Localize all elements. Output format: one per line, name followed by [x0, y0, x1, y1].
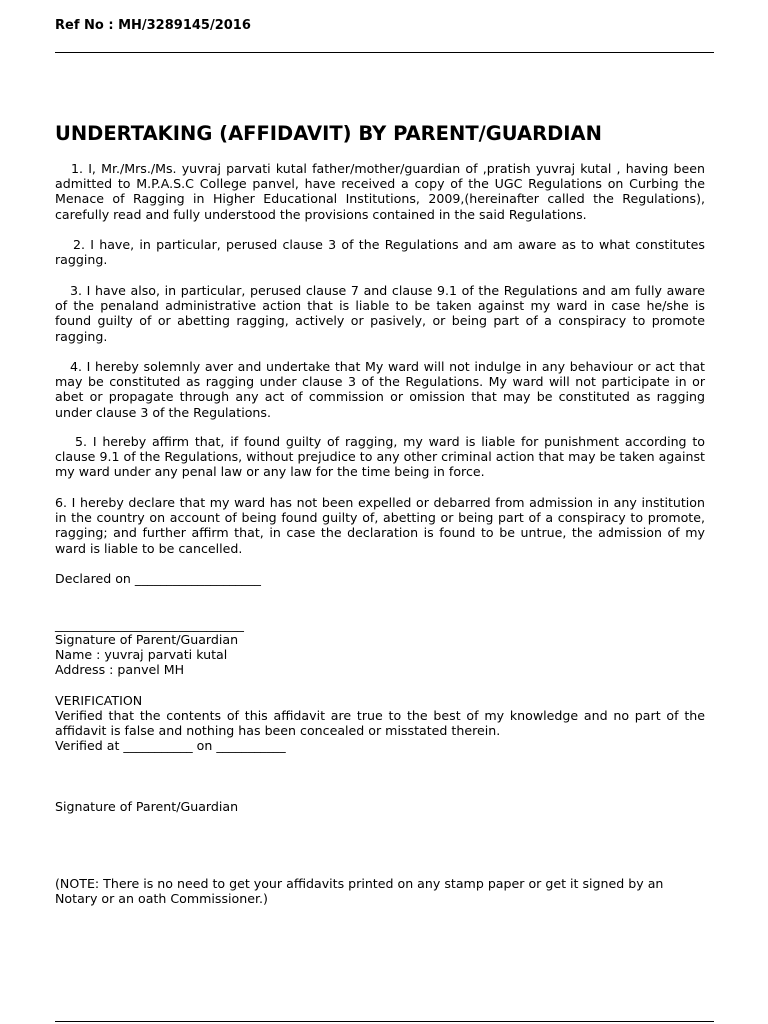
paragraph-5: 5. I hereby affirm that, if found guilty of ragging, my ward is liable for punishment according to clause 9.1 of the Regulations, without prejudice to any other criminal action that may be taken against my ward under any penal law or any law for the time being in force. — [55, 434, 705, 480]
verified-at-line: Verified at ___________ on ___________ — [55, 738, 286, 753]
reference-number: Ref No : MH/3289145/2016 — [55, 18, 251, 33]
verification-heading: VERIFICATION — [55, 693, 143, 708]
paragraph-2: 2. I have, in particular, perused clause 3 of the Regulations and am aware as to what constitutes ragging. — [55, 237, 705, 268]
top-divider — [55, 52, 714, 53]
signature-label-verification: Signature of Parent/Guardian — [55, 799, 239, 814]
document-title: UNDERTAKING (AFFIDAVIT) BY PARENT/GUARDIAN — [55, 122, 602, 145]
parent-name: Name : yuvraj parvati kutal — [55, 647, 228, 662]
paragraph-6: 6. I hereby declare that my ward has not been expelled or debarred from admission in any institution in the country on account of being found guilty of, abetting or being part of a conspiracy to promote, ragging; and further affirm that, in case the declaration is found to be untrue, the admission of my ward is liable to be cancelled. — [55, 495, 705, 556]
paragraph-4: 4. I hereby solemnly aver and undertake that My ward will not indulge in any behaviour or act that may be constituted as ragging under clause 3 of the Regulations. My ward will not participate in or abet or propagate through any act of commission or omission that may be constituted as ragging under clause 3 of the Regulations. — [55, 359, 705, 420]
signature-blank-line: ______________________________ — [55, 617, 244, 632]
bottom-divider — [55, 1021, 714, 1022]
paragraph-3: 3. I have also, in particular, perused clause 7 and clause 9.1 of the Regulations and am fully aware of the penaland administrative action that is liable to be taken against my ward in case he/she is found guilty of or abetting ragging, actively or pasively, or being part of a conspiracy to promote ragging. — [55, 283, 705, 344]
signature-label-parent: Signature of Parent/Guardian — [55, 632, 239, 647]
parent-address: Address : panvel MH — [55, 662, 185, 677]
verification-text: Verified that the contents of this affidavit are true to the best of my knowledge and no part of the affidavit is false and nothing has been concealed or misstated therein. — [55, 708, 705, 739]
stamp-paper-note: (NOTE: There is no need to get your affidavits printed on any stamp paper or get it signed by an Notary or an oath Commissioner.) — [55, 876, 664, 907]
paragraph-1: 1. I, Mr./Mrs./Ms. yuvraj parvati kutal father/mother/guardian of ,pratish yuvraj kutal , having been admitted to M.P.A.S.C College panvel, have received a copy of the UGC Regulations on Curbing the Menace of Ragging in Higher Educational Institutions, 2009,(hereinafter called the Regulations), carefully read and fully understood the provisions contained in the said Regulations. — [55, 161, 705, 222]
declared-on-line: Declared on ____________________ — [55, 571, 261, 586]
